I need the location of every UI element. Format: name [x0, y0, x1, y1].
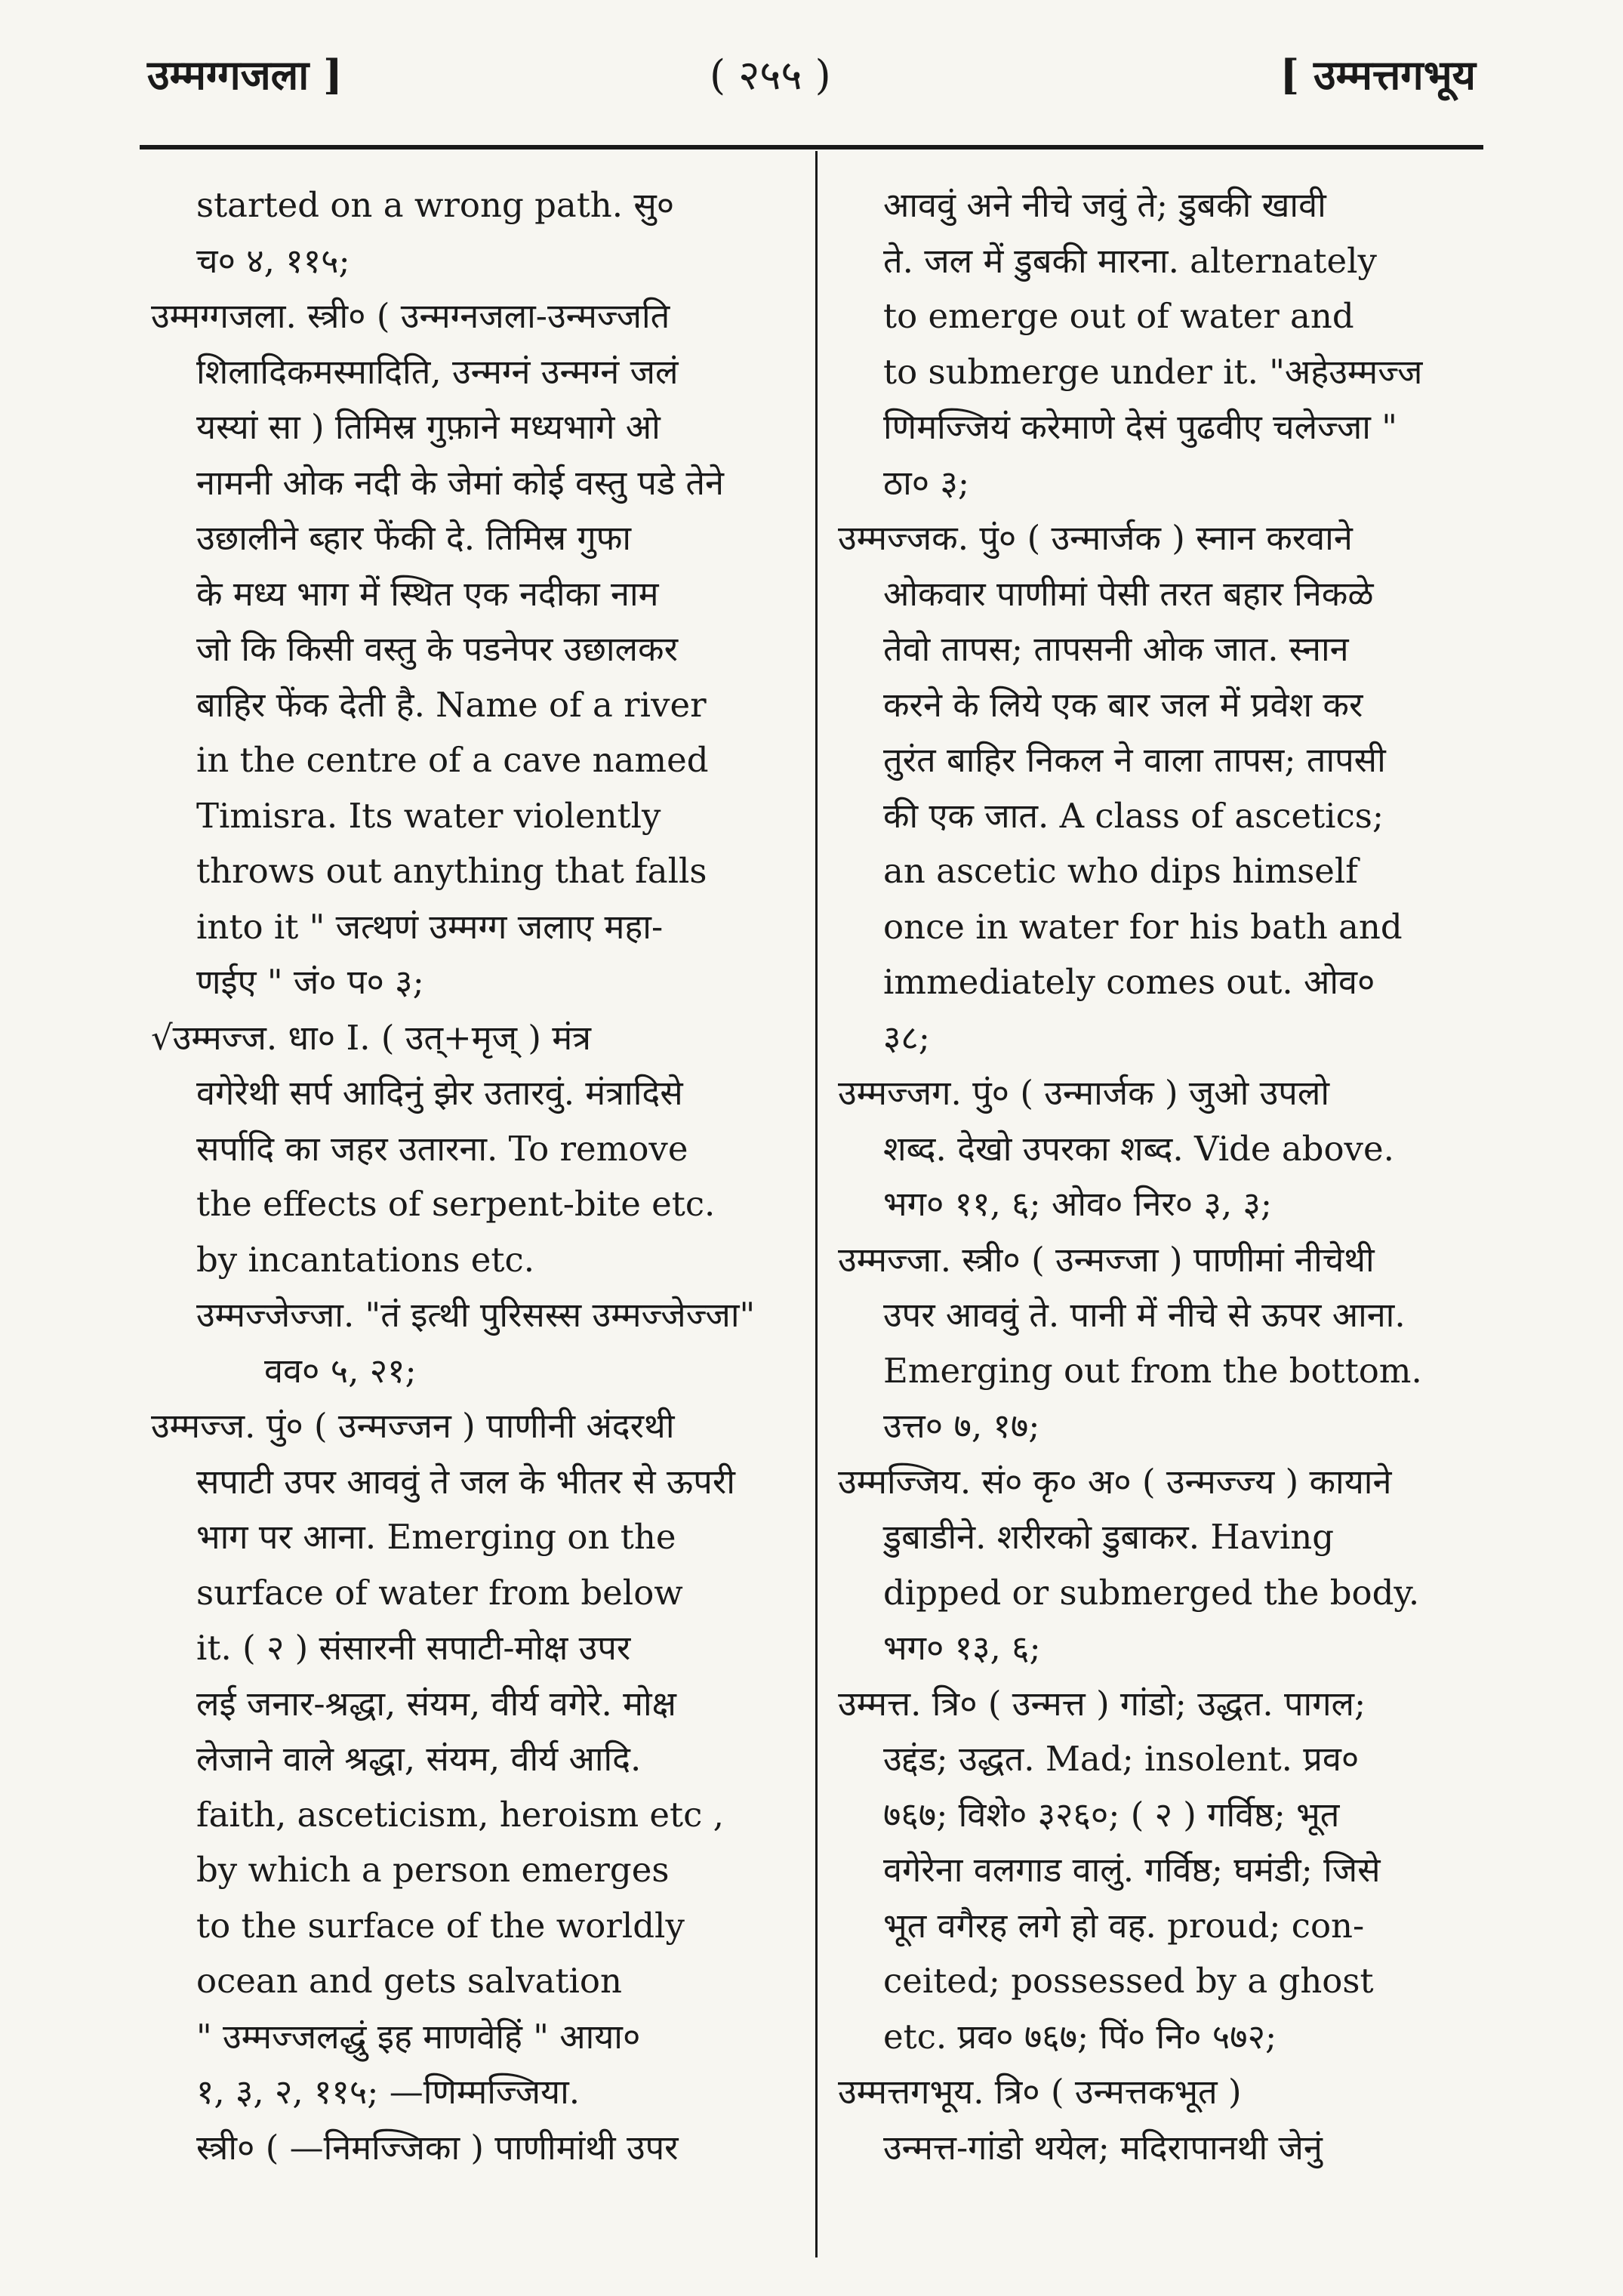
- entry-text-line: dipped or submerged the body.: [883, 1572, 1420, 1613]
- entry-text-line: करने के लिये एक बार जल में प्रवेश कर: [883, 684, 1363, 725]
- entry-text-line: faith, asceticism, heroism etc ,: [196, 1794, 724, 1835]
- entry-text-line: ३८;: [883, 1017, 930, 1058]
- entry-text-line: भग० ११, ६; ओव० निर० ३, ३;: [883, 1184, 1273, 1224]
- entry-text-line: to emerge out of water and: [883, 296, 1354, 336]
- entry-text-line: भग० १३, ६;: [883, 1628, 1041, 1668]
- entry-text-line: स्त्री० ( —निमज्जिका ) पाणीमांथी उपर: [196, 2127, 679, 2168]
- right-column: [838, 177, 1472, 2175]
- entry-text-line: भूत वगैरह लगे हो वह. proud; con-: [883, 1905, 1365, 1946]
- header-right-guideword: [ उम्मत्तगभूय: [1280, 51, 1476, 99]
- entry-headword-line: उम्मज्जा. स्त्री० ( उन्मज्जा ) पाणीमां नीचेथी: [838, 1239, 1375, 1280]
- page-number: ( २५५ ): [710, 51, 831, 99]
- entry-text-line: यस्यां सा ) तिमिस्र गुफ़ाने मध्यभागे ओ: [196, 407, 661, 447]
- entry-text-line: णिमज्जियं करेमाणे देसं पुढवीए चलेज्जा ": [883, 407, 1397, 447]
- entry-text-line: once in water for his bath and: [883, 906, 1403, 947]
- entry-text-line: सर्पादि का जहर उतारना. To remove: [196, 1128, 688, 1169]
- entry-text-line: उद्दंड; उद्धत. Mad; insolent. प्रव०: [883, 1739, 1360, 1779]
- entry-text-line: उपर आववुं ते. पानी में नीचे से ऊपर आना.: [883, 1295, 1406, 1335]
- entry-text-line: ठा० ३;: [883, 462, 970, 503]
- entry-text-line: जो कि किसी वस्तु के पडनेपर उछालकर: [196, 629, 679, 669]
- entry-text-line: into it " जत्थणं उम्मग्ग जलाए महा-: [196, 906, 664, 947]
- entry-text-line: वगेरेना वलगाड वालुं. गर्विष्ठ; घमंडी; जिसे: [883, 1850, 1381, 1890]
- entry-text-line: उछालीने ब्हार फेंकी दे. तिमिस्र गुफा: [196, 518, 632, 558]
- entry-text-line: सपाटी उपर आववुं ते जल के भीतर से ऊपरी: [196, 1461, 735, 1502]
- entry-text-line: ocean and gets salvation: [196, 1961, 622, 2001]
- entry-text-line: उन्मत्त-गांडो थयेल; मदिरापानथी जेनुं: [883, 2127, 1323, 2168]
- entry-text-line: तुरंत बाहिर निकल ने वाला तापस; तापसी: [883, 740, 1386, 780]
- entry-text-line: it. ( २ ) संसारनी सपाटी-मोक्ष उपर: [196, 1628, 631, 1668]
- entry-text-line: Timisra. Its water violently: [196, 795, 661, 836]
- entry-text-line: to the surface of the worldly: [196, 1905, 685, 1946]
- entry-text-line: throws out anything that falls: [196, 851, 707, 891]
- entry-text-line: शब्द. देखो उपरका शब्द. Vide above.: [883, 1128, 1394, 1169]
- entry-text-line: शिलादिकमस्मादिति, उन्मग्नं उन्मग्नं जलं: [196, 351, 679, 392]
- entry-text-line: उत्त० ७, १७;: [883, 1406, 1040, 1446]
- entry-text-line: ७६७; विशे० ३२६०; ( २ ) गर्विष्ठ; भूत: [883, 1794, 1340, 1835]
- entry-text-line: by which a person emerges: [196, 1850, 670, 1890]
- entry-text-line: immediately comes out. ओव०: [883, 962, 1375, 1002]
- entry-text-line: उम्मज्जेज्जा. "तं इत्थी पुरिसस्स उम्मज्जेज्जा": [196, 1295, 756, 1335]
- header-rule: [140, 145, 1483, 149]
- entry-text-line: ceited; possessed by a ghost: [883, 1961, 1374, 2001]
- entry-headword-line: उम्मज्जिय. सं० कृ० अ० ( उन्मज्ज्य ) कायाने: [838, 1461, 1392, 1502]
- entry-text-line: की एक जात. A class of ascetics;: [883, 795, 1384, 836]
- entry-text-line: by incantations etc.: [196, 1239, 535, 1280]
- entry-text-line: वव० ५, २१;: [264, 1350, 417, 1391]
- entry-text-line: णईए " जं० प० ३;: [196, 962, 424, 1002]
- entry-text-line: तेवो तापस; तापसनी ओक जात. स्नान: [883, 629, 1349, 669]
- entry-headword-line: उम्मज्जग. पुं० ( उन्मार्जक ) जुओ उपलो: [838, 1073, 1329, 1113]
- entry-text-line: भाग पर आना. Emerging on the: [196, 1517, 676, 1557]
- entry-headword-line: √उम्मज्ज. धा० I. ( उत्+मृज् ) मंत्र: [151, 1017, 591, 1058]
- entry-text-line: ते. जल में डुबकी मारना. alternately: [883, 240, 1377, 281]
- entry-text-line: surface of water from below: [196, 1572, 683, 1613]
- entry-text-line: the effects of serpent-bite etc.: [196, 1184, 716, 1224]
- entry-text-line: लई जनार-श्रद्धा, संयम, वीर्य वगेरे. मोक्ष: [196, 1683, 676, 1724]
- entry-text-line: के मध्य भाग में स्थित एक नदीका नाम: [196, 573, 659, 614]
- entry-text-line: an ascetic who dips himself: [883, 851, 1358, 891]
- entry-text-line: etc. प्रव० ७६७; पिं० नि० ५७२;: [883, 2016, 1277, 2057]
- entry-headword-line: उम्मग्गजला. स्त्री० ( उन्मग्नजला-उन्मज्जति: [151, 296, 670, 336]
- entry-text-line: वगेरेथी सर्प आदिनुं झेर उतारवुं. मंत्रादिसे: [196, 1073, 683, 1113]
- entry-text-line: आववुं अने नीचे जवुं ते; डुबकी खावी: [883, 185, 1326, 225]
- entry-text-line: च० ४, ११५;: [196, 240, 350, 281]
- entry-text-line: in the centre of a cave named: [196, 740, 709, 780]
- entry-headword-line: उम्मज्ज. पुं० ( उन्मज्जन ) पाणीनी अंदरथी: [151, 1406, 675, 1446]
- entry-text-line: डुबाडीने. शरीरको डुबाकर. Having: [883, 1517, 1334, 1557]
- entry-headword-line: उम्मत्त. त्रि० ( उन्मत्त ) गांडो; उद्धत. पागल;: [838, 1683, 1366, 1724]
- left-column: [151, 177, 785, 2175]
- entry-headword-line: उम्मत्तगभूय. त्रि० ( उन्मत्तकभूत ): [838, 2072, 1242, 2112]
- entry-text-line: ओकवार पाणीमां पेसी तरत बहार निकळे: [883, 573, 1374, 614]
- entry-text-line: १, ३, २, ११५; —णिम्मज्जिया.: [196, 2072, 581, 2112]
- entry-text-line: नामनी ओक नदी के जेमां कोई वस्तु पडे तेने: [196, 462, 724, 503]
- entry-text-line: लेजाने वाले श्रद्धा, संयम, वीर्य आदि.: [196, 1739, 642, 1779]
- entry-text-line: बाहिर फेंक देती है. Name of a river: [196, 684, 707, 725]
- header-left-guideword: उम्मग्गजला ]: [147, 51, 343, 99]
- entry-text-line: started on a wrong path. सु०: [196, 185, 675, 225]
- entry-text-line: " उम्मज्जलद्धुं इह माणवेहिं " आया०: [196, 2016, 641, 2057]
- column-divider: [815, 151, 818, 2257]
- entry-headword-line: उम्मज्जक. पुं० ( उन्मार्जक ) स्नान करवाने: [838, 518, 1353, 558]
- entry-text-line: to submerge under it. "अहेउम्मज्ज: [883, 351, 1423, 392]
- entry-text-line: Emerging out from the bottom.: [883, 1350, 1422, 1391]
